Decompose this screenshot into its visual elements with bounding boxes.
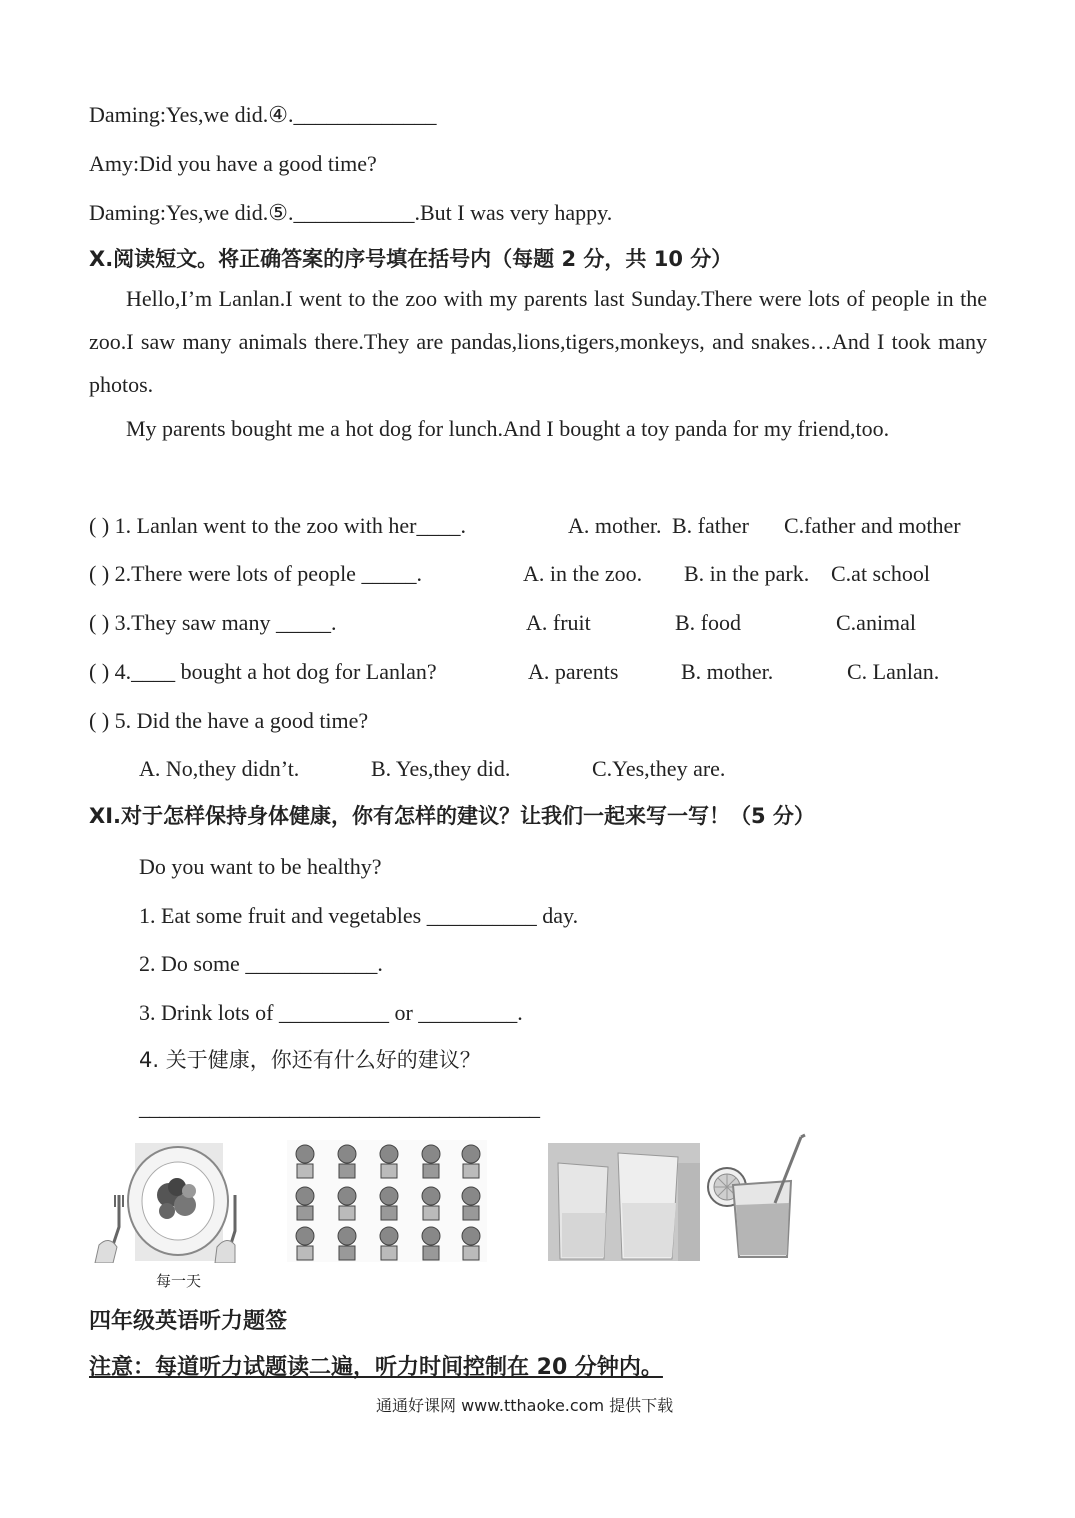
- question-5-option-a: A. No,they didn’t.: [139, 756, 300, 781]
- answer-line: ________________________________________: [139, 1095, 539, 1120]
- health-prompt: Do you want to be healthy?: [139, 854, 382, 879]
- water-glasses-image: [548, 1143, 700, 1261]
- question-5-stem: ( ) 5. Did the have a good time?: [89, 708, 369, 733]
- dialogue-line-3: Daming:Yes,we did.⑤.___________.But I was very happy.: [89, 200, 613, 225]
- question-4-stem: ( ) 4.____ bought a hot dog for Lanlan?: [89, 659, 437, 684]
- question-4-option-c: C. Lanlan.: [847, 659, 940, 684]
- question-3-option-a: A. fruit: [526, 610, 591, 635]
- dialogue-line-1: Daming:Yes,we did.④._____________: [89, 102, 437, 127]
- dialogue-line-2: Amy:Did you have a good time?: [89, 151, 377, 176]
- question-2-option-c: C.at school: [831, 561, 930, 586]
- section-10-title: X.阅读短文。将正确答案的序号填在括号内（每题 2 分，共 10 分）: [89, 247, 733, 271]
- health-item-1: 1. Eat some fruit and vegetables __________ day.: [139, 903, 579, 928]
- question-4-option-a: A. parents: [528, 659, 619, 684]
- sports-children-image: [287, 1140, 487, 1262]
- question-1-option-c: C.father and mother: [784, 513, 961, 538]
- question-4-option-b: B. mother.: [681, 659, 774, 684]
- question-2-option-b: B. in the park.: [684, 561, 810, 586]
- page-footer: 通通好课网 www.tthaoke.com 提供下载: [376, 1396, 674, 1415]
- health-item-3: 3. Drink lots of __________ or _________.: [139, 1000, 523, 1025]
- plate-of-food-image: [89, 1135, 239, 1263]
- question-2-stem: ( ) 2.There were lots of people _____.: [89, 561, 422, 586]
- question-3-option-c: C.animal: [836, 610, 917, 635]
- listening-title: 四年级英语听力题签: [89, 1309, 288, 1334]
- question-5-option-c: C.Yes,they are.: [592, 756, 726, 781]
- question-3-option-b: B. food: [675, 610, 741, 635]
- health-item-2: 2. Do some ____________.: [139, 951, 383, 976]
- passage-paragraph-1: Hello,I’m Lanlan.I went to the zoo with my parents last Sunday.There were lots of people in the zoo.I saw many animals there.They are pandas,lions,tigers,monkeys, and snakes…And I took many photos.: [89, 286, 987, 397]
- section-11-title: XI.对于怎样保持身体健康，你有怎样的建议？让我们一起来写一写！（5 分）: [89, 804, 815, 828]
- image-caption: 每一天: [156, 1272, 202, 1290]
- question-1-stem: ( ) 1. Lanlan went to the zoo with her____.: [89, 513, 466, 538]
- passage-paragraph-2: My parents bought me a hot dog for lunch.And I bought a toy panda for my friend,too.: [126, 416, 890, 441]
- orange-juice-image: [705, 1133, 840, 1261]
- question-5-option-b: B. Yes,they did.: [371, 756, 511, 781]
- listening-note: 注意：每道听力试题读二遍，听力时间控制在 20 分钟内。: [89, 1355, 663, 1380]
- question-1-option-b: B. father: [672, 513, 749, 538]
- health-item-4: 4. 关于健康，你还有什么好的建议？: [139, 1048, 481, 1072]
- question-1-option-a: A. mother.: [568, 513, 662, 538]
- question-2-option-a: A. in the zoo.: [523, 561, 643, 586]
- question-3-stem: ( ) 3.They saw many _____.: [89, 610, 337, 635]
